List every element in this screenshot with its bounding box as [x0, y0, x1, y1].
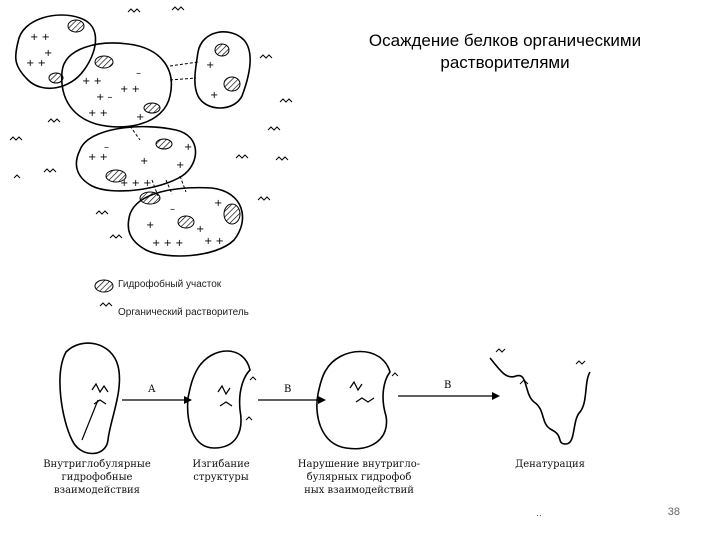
legend-hydrophobic-label: Гидрофобный участок [118, 279, 222, 290]
stage-globule-1 [60, 343, 120, 453]
svg-text:–: – [104, 142, 109, 153]
title-line-1: Осаждение белков органическими [368, 31, 642, 50]
svg-text:+ +: + + [120, 84, 140, 95]
stage-globule-3 [317, 352, 390, 449]
svg-text:+ +: + + [204, 236, 224, 247]
caption-stage-4: Денатурация [515, 459, 585, 470]
svg-text:–: – [136, 68, 141, 79]
svg-text:+ +: + + [26, 58, 46, 69]
arrow-label-b1: В [284, 384, 292, 395]
svg-text:+: + [146, 220, 155, 231]
svg-text:+: + [184, 142, 193, 153]
svg-text:+ +: + + [30, 32, 50, 43]
svg-text:+: + [214, 198, 223, 209]
svg-text:+ +: + + [82, 76, 102, 87]
svg-text:+: + [140, 156, 149, 167]
stage-globule-2 [188, 351, 250, 448]
arrow-label-a: А [148, 384, 156, 395]
svg-text:–: – [170, 204, 175, 215]
page-number: 38 [667, 506, 680, 518]
protein-globule-3 [195, 32, 250, 108]
caption-stage-1: Внутриглобулярные гидрофобные взаимодействия [43, 459, 151, 496]
denatured-chain [490, 358, 590, 444]
caption-stage-2: Изгибание структуры [192, 459, 250, 483]
svg-text:+ +: + + [88, 152, 108, 163]
arrow-label-b2: В [444, 380, 452, 391]
svg-text:+ + +: + + + [120, 178, 152, 189]
svg-text:+: + [210, 90, 219, 101]
title-line-2: растворителями [440, 53, 570, 72]
svg-text:+: + [176, 160, 185, 171]
svg-text:+ + +: + + + [152, 238, 184, 249]
svg-text:+: + [206, 60, 215, 71]
protein-globule-2 [62, 43, 172, 127]
dot-mark: ·· [536, 510, 542, 520]
caption-stage-3: Нарушение внутригло- булярных гидрофоб ных взаимодействий [297, 459, 421, 496]
svg-text:+ –: + – [96, 92, 113, 103]
svg-text:+: + [196, 224, 205, 235]
svg-text:+: + [136, 112, 145, 123]
svg-text:+: + [44, 48, 53, 59]
legend-solvent-label: Органический растворитель [118, 307, 249, 318]
svg-text:+ +: + + [88, 108, 108, 119]
